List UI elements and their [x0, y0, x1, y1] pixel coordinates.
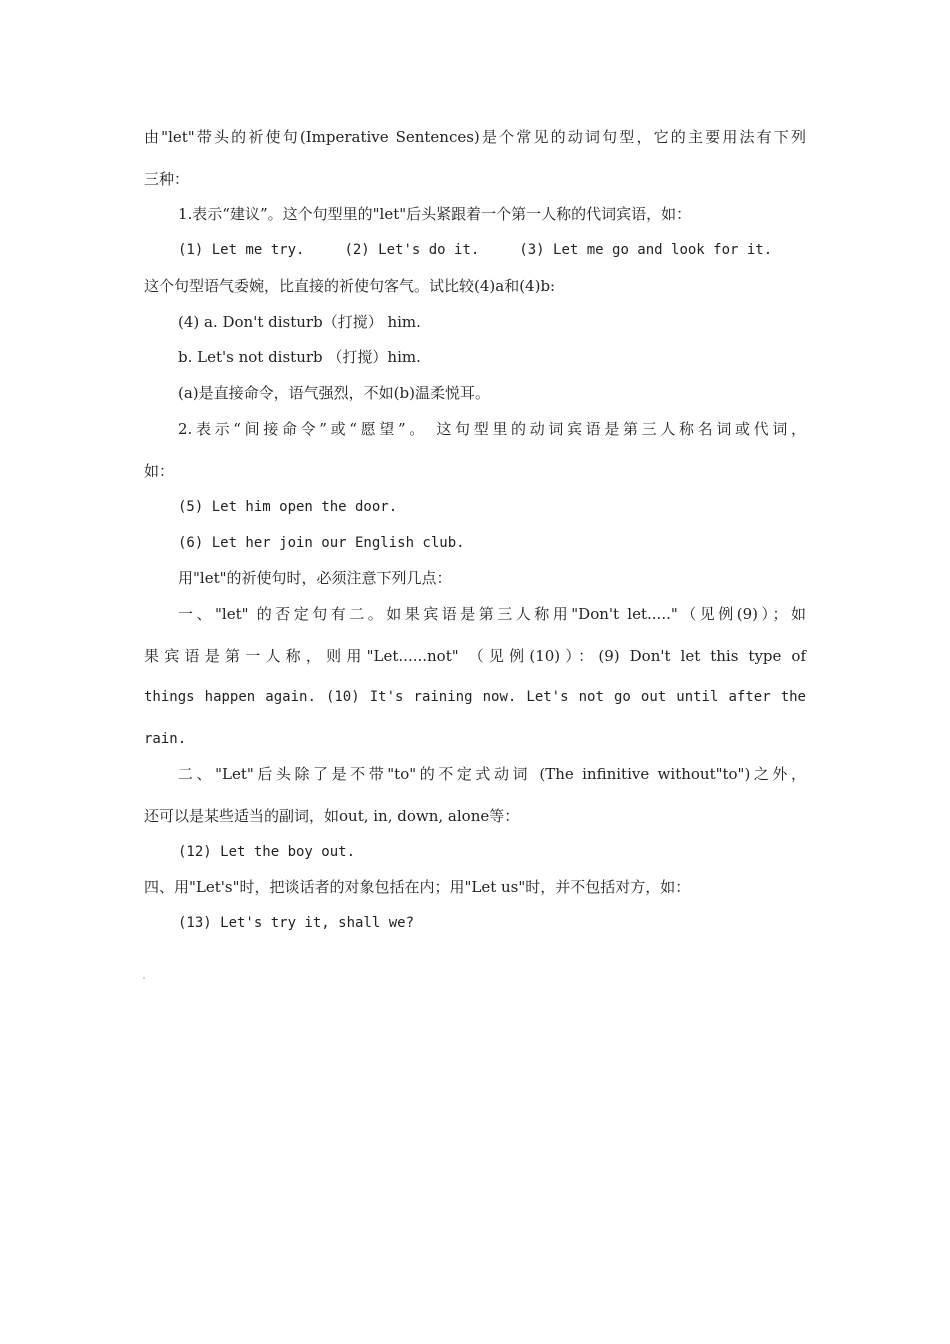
example-12: (12) Let the boy out. — [178, 844, 356, 860]
point-1-heading: 1.表示“建议”。这个句型里的"let"后头紧跟着一个第一人称的代词宾语，如： — [178, 205, 692, 223]
example-2: (2) Let's do it. — [344, 242, 480, 258]
comparison-intro: 这个句型语气委婉，比直接的祈使句客气。试比较(4)a和(4)b: — [144, 277, 556, 295]
note-2-line-1: 二、"Let"后头除了是不带"to"的不定式动词 (The infinitive without"to")之外， — [178, 765, 806, 783]
example-6: (6) Let her join our English club. — [178, 535, 465, 551]
example-5: (5) Let him open the door. — [178, 499, 398, 515]
note-1-line-4: rain. — [144, 731, 187, 747]
note-1-line-3: things happen again. (10) It's raining now. Let's not go out until after the — [144, 689, 806, 705]
note-1-line-2: 果宾语是第一人称，则用"Let......not" （见例(10)）：(9) Don't let this type of — [144, 647, 806, 665]
example-4b: b. Let's not disturb （打搅）him. — [178, 348, 421, 366]
examples-1-3 — [178, 239, 806, 261]
intro-line-1: 由"let"带头的祈使句(Imperative Sentences)是个常见的动词句型，它的主要用法有下列 — [144, 128, 806, 146]
note-4-line: 四、用"Let's"时，把谈话者的对象包括在内；用"Let us"时，并不包括对方，如： — [144, 878, 691, 896]
example-1: (1) Let me try. — [178, 242, 305, 258]
point-2-continued: 如： — [144, 462, 175, 480]
speck-mark — [143, 977, 145, 979]
notes-heading: 用"let"的祈使句时，必须注意下列几点： — [178, 569, 452, 587]
note-2-line-2: 还可以是某些适当的副词，如out, in, down, alone等： — [144, 807, 520, 825]
example-3: (3) Let me go and look for it. — [519, 242, 773, 258]
point-2-heading: 2.表示“间接命令”或“愿望”。 这句型里的动词宾语是第三人称名词或代词， — [178, 420, 806, 438]
example-13: (13) Let's try it, shall we? — [178, 915, 415, 931]
example-4a: (4) a. Don't disturb（打搅） him. — [178, 313, 421, 331]
note-1-line-1: 一、"let" 的否定句有二。如果宾语是第三人称用"Don't let....."（见例(9)）；如 — [178, 605, 806, 623]
comparison-note: (a)是直接命令，语气强烈，不如(b)温柔悦耳。 — [178, 384, 490, 402]
intro-line-2: 三种： — [144, 170, 190, 188]
